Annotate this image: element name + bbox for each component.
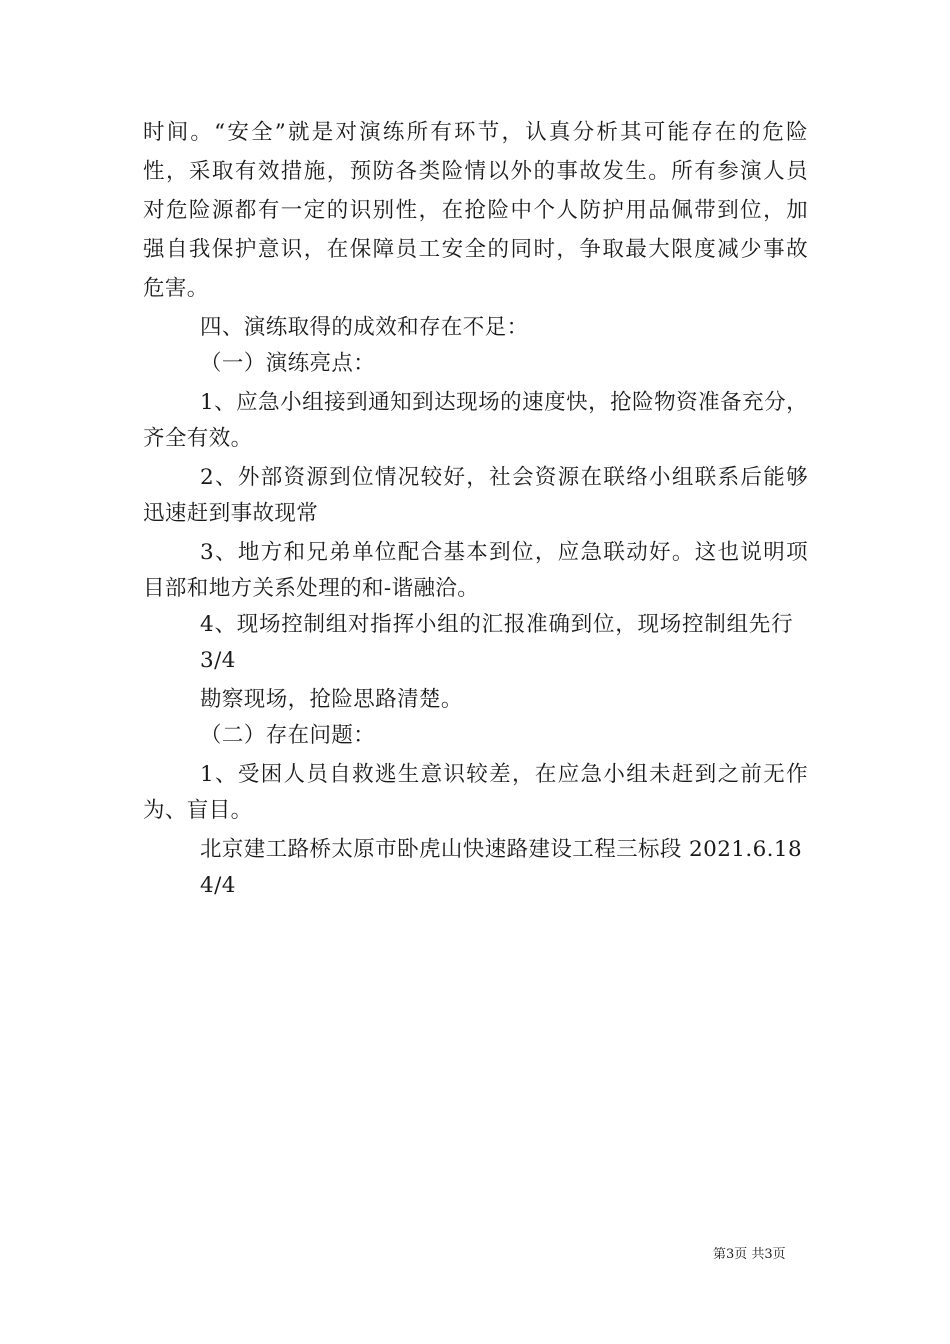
paragraph-line: 勘察现场，抢险思路清楚。 [200, 687, 463, 712]
section-heading: 四、演练取得的成效和存在不足： [200, 315, 529, 340]
page-footer: 第3页 共3页 [713, 1247, 786, 1262]
paragraph-line: 2、外部资源到位情况较好，社会资源在联络小组联系后能够 [200, 465, 808, 490]
paragraph-line: 对危险源都有一定的识别性，在抢险中个人防护用品佩带到位，加 [143, 198, 808, 223]
paragraph-line: 迅速赶到事故现常 [143, 501, 319, 526]
page-marker: 4/4 [200, 873, 236, 898]
paragraph-line: 为、盲目。 [143, 798, 253, 823]
paragraph-line: 齐全有效。 [143, 426, 253, 451]
paragraph-line: 3、地方和兄弟单位配合基本到位，应急联动好。这也说明项 [200, 540, 808, 565]
page-marker: 3/4 [200, 648, 236, 673]
subsection-heading: （一）演练亮点： [200, 351, 376, 376]
signature-line: 北京建工路桥太原市卧虎山快速路建设工程三标段 2021.6.18 [200, 837, 803, 862]
paragraph-line: 时间。“安全”就是对演练所有环节，认真分析其可能存在的危险 [143, 120, 808, 145]
paragraph-line: 4、现场控制组对指挥小组的汇报准确到位，现场控制组先行 [200, 612, 793, 637]
paragraph-line: 1、受困人员自救逃生意识较差，在应急小组未赶到之前无作 [200, 762, 808, 787]
subsection-heading: （二）存在问题： [200, 723, 376, 748]
paragraph-line: 1、应急小组接到通知到达现场的速度快，抢险物资准备充分， [200, 390, 808, 415]
paragraph-line: 目部和地方关系处理的和-谐融洽。 [143, 576, 480, 601]
paragraph-line: 性，采取有效措施，预防各类险情以外的事故发生。所有参演人员 [143, 159, 808, 184]
paragraph-line: 危害。 [143, 276, 209, 301]
paragraph-line: 强自我保护意识，在保障员工安全的同时，争取最大限度减少事故 [143, 237, 808, 262]
